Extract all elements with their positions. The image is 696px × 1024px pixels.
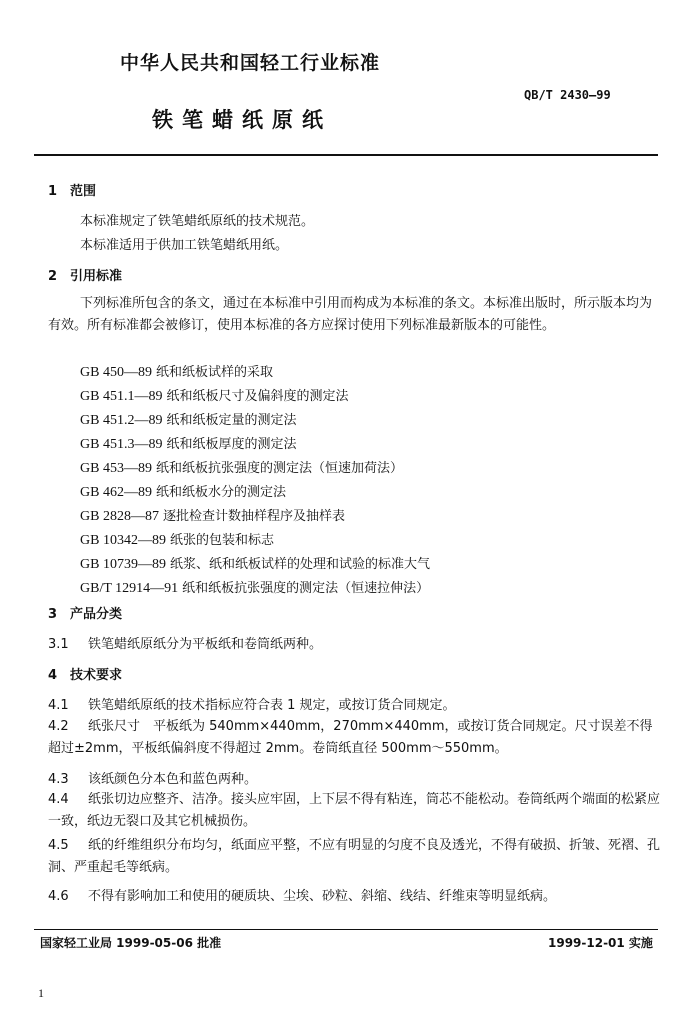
reference-title: 逐批检查计数抽样程序及抽样表 bbox=[162, 509, 345, 524]
section-title: 技术要求 bbox=[70, 668, 123, 683]
clause-number: 4.1 bbox=[48, 698, 69, 713]
approval-date: 国家轻工业局 1999-05-06 批准 bbox=[40, 936, 222, 950]
section-1-para-2: 本标准适用于供加工铁笔蜡纸用纸。 bbox=[80, 238, 289, 253]
reference-code: GB 2828—87 bbox=[80, 509, 159, 524]
section-number: 4 bbox=[48, 668, 58, 683]
reference-code: GB/T 12914—91 bbox=[80, 581, 179, 596]
clause-4-6 bbox=[48, 885, 556, 904]
reference-title: 纸张的包装和标志 bbox=[169, 533, 274, 548]
reference-title: 纸和纸板水分的测定法 bbox=[155, 485, 286, 500]
reference-code: GB 451.3—89 bbox=[80, 437, 163, 452]
reference-item bbox=[80, 433, 296, 453]
reference-code: GB 450—89 bbox=[80, 365, 152, 380]
reference-item bbox=[80, 385, 348, 405]
section-1-para-1: 本标准规定了铁笔蜡纸原纸的技术规范。 bbox=[80, 214, 315, 229]
reference-item bbox=[80, 577, 429, 597]
clause-number: 4.5 bbox=[48, 838, 69, 853]
effective-date: 1999-12-01 实施 bbox=[548, 936, 653, 950]
clause-number: 4.6 bbox=[48, 889, 69, 904]
reference-item bbox=[80, 409, 296, 429]
clause-4-4 bbox=[48, 789, 662, 833]
reference-item bbox=[80, 553, 430, 573]
reference-title: 纸和纸板抗张强度的测定法（恒速拉伸法） bbox=[182, 581, 430, 596]
section-title: 范围 bbox=[70, 184, 97, 199]
reference-item bbox=[80, 505, 345, 525]
clause-text: 纸张尺寸 平板纸为 540mm×440mm，270mm×440mm，或按订货合同规定。尺寸误差不得超过±2mm，平板纸偏斜度不得超过 2mm。卷筒纸直径 500mm～550mm。 bbox=[48, 719, 653, 756]
clause-4-5 bbox=[48, 835, 662, 879]
clause-text: 铁笔蜡纸原纸分为平板纸和卷筒纸两种。 bbox=[88, 637, 323, 652]
reference-item bbox=[80, 361, 273, 381]
reference-code: GB 453—89 bbox=[80, 461, 152, 476]
section-number: 2 bbox=[48, 269, 58, 284]
reference-code: GB 451.2—89 bbox=[80, 413, 163, 428]
issuing-org-title: 中华人民共和国轻工行业标准 bbox=[120, 52, 381, 74]
section-number: 1 bbox=[48, 184, 58, 199]
reference-title: 纸和纸板定量的测定法 bbox=[166, 413, 297, 428]
reference-item bbox=[80, 481, 286, 501]
reference-code: GB 451.1—89 bbox=[80, 389, 163, 404]
reference-title: 纸和纸板抗张强度的测定法（恒速加荷法） bbox=[155, 461, 403, 476]
clause-text: 不得有影响加工和使用的硬质块、尘埃、砂粒、斜缩、线结、纤维束等明显纸病。 bbox=[88, 889, 557, 904]
clause-text: 纸张切边应整齐、洁净。接头应牢固，上下层不得有粘连，筒芯不能松动。卷筒纸两个端面的松紧应一致，纸边无裂口及其它机械损伤。 bbox=[48, 792, 661, 829]
reference-item bbox=[80, 457, 403, 477]
section-number: 3 bbox=[48, 607, 58, 622]
standard-code: QB/T 2430—99 bbox=[524, 88, 611, 102]
clause-4-2 bbox=[48, 716, 662, 760]
clause-number: 4.3 bbox=[48, 772, 69, 787]
reference-title: 纸和纸板厚度的测定法 bbox=[166, 437, 297, 452]
footer-divider bbox=[34, 929, 658, 930]
clause-text: 纸的纤维组织分布均匀，纸面应平整，不应有明显的匀度不良及透光，不得有破损、折皱、死褶、孔洞、严重起毛等纸病。 bbox=[48, 838, 661, 875]
section-title: 产品分类 bbox=[70, 607, 123, 622]
reference-title: 纸和纸板试样的采取 bbox=[155, 365, 273, 380]
reference-title: 纸浆、纸和纸板试样的处理和试验的标准大气 bbox=[169, 557, 430, 572]
reference-title: 纸和纸板尺寸及偏斜度的测定法 bbox=[166, 389, 349, 404]
section-title: 引用标准 bbox=[70, 269, 123, 284]
clause-number: 3.1 bbox=[48, 637, 69, 652]
reference-code: GB 462—89 bbox=[80, 485, 152, 500]
section-2-intro: 下列标准所包含的条文，通过在本标准中引用而构成为本标准的条文。本标准出版时，所示版本均为有效。所有标准都会被修订，使用本标准的各方应探讨使用下列标准最新版本的可能性。 bbox=[48, 296, 653, 333]
page-number: 1 bbox=[38, 986, 44, 1000]
clause-number: 4.2 bbox=[48, 719, 69, 734]
reference-item bbox=[80, 529, 274, 549]
clause-text: 铁笔蜡纸原纸的技术指标应符合表 1 规定，或按订货合同规定。 bbox=[88, 698, 456, 713]
clause-4-1 bbox=[48, 694, 456, 713]
section-1-heading bbox=[48, 180, 96, 199]
document-title: 铁笔蜡纸原纸 bbox=[152, 108, 332, 132]
clause-text: 该纸颜色分本色和蓝色两种。 bbox=[88, 772, 258, 787]
section-4-heading bbox=[48, 664, 122, 683]
clause-4-3 bbox=[48, 768, 257, 787]
section-2-heading bbox=[48, 265, 122, 284]
reference-code: GB 10739—89 bbox=[80, 557, 166, 572]
clause-3-1 bbox=[48, 633, 322, 652]
clause-number: 4.4 bbox=[48, 792, 69, 807]
section-3-heading bbox=[48, 603, 122, 622]
reference-code: GB 10342—89 bbox=[80, 533, 166, 548]
header-divider bbox=[34, 154, 658, 156]
